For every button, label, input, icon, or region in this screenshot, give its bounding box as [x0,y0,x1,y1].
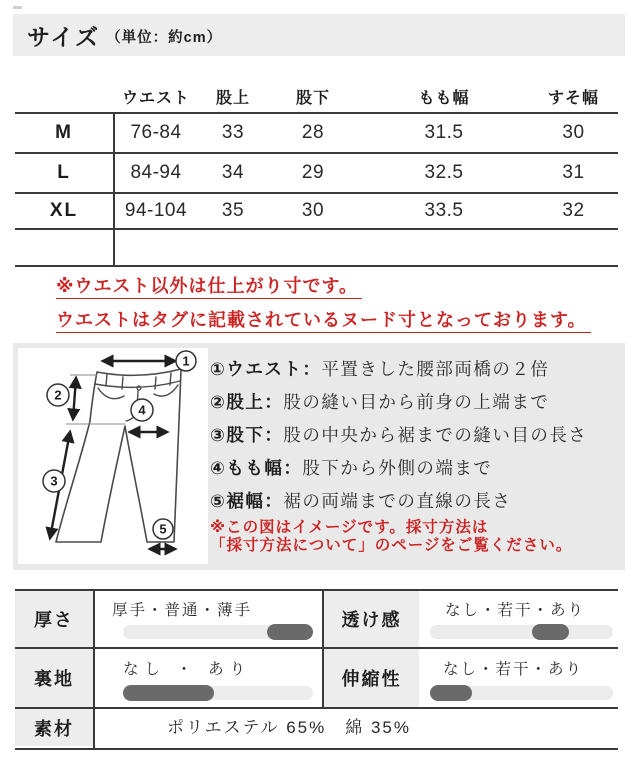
table-vertical-line [113,114,115,265]
measure-item-waist: ①ウエスト：平置きした腰部両橋の２倍 [210,359,550,379]
disclaimer-line-2: 「採寸方法について」のページをご覧ください。 [210,537,573,554]
header-waist: ウエスト [121,90,190,107]
lining-slider-knob [123,685,214,701]
badge-3-label: 3 [50,473,58,489]
note-line-2: ウエストはタグに記載されているヌード寸となっております。 [56,306,591,332]
diagram-disclaimer [210,519,572,555]
waist-value: 84-94 [130,162,182,183]
sheerness-scale: なし・若干・あり [445,602,586,619]
section-title-unit: （単位：約cm） [106,30,223,46]
waist-value: 94-104 [124,200,188,221]
waist-value: 76-84 [130,122,182,143]
hem-value: 31 [562,162,585,183]
lining-cell [95,649,322,707]
inseam-value: 30 [301,200,325,221]
stretch-label: 伸縮性 [324,649,419,707]
rise-value: 33 [221,122,245,143]
sheerness-slider-track [430,625,613,639]
size-label: XL [49,200,79,221]
material-value: ポリエステル 65% 綿 35% [167,718,411,737]
pants-diagram [18,348,208,564]
thickness-slider-knob [267,624,313,640]
thickness-slider-track [123,625,313,639]
rise-value: 34 [221,162,245,183]
hem-value: 30 [562,122,585,143]
measure-item-thigh: ④もも幅：股下から外側の端まで [210,458,493,478]
measure-definitions [210,353,620,518]
header-size [15,85,113,112]
rise-arrow [73,378,76,419]
size-table [15,85,618,267]
section-title: サイズ [27,23,101,50]
lining-slider-track [123,686,313,700]
stretch-slider-track [430,686,613,700]
belt-loop [122,377,123,389]
thickness-cell [95,591,322,647]
measure-item-hem: ⑤裾幅：裾の両端までの直線の長さ [210,491,512,511]
measure-item-inseam: ③股下：股の中央から裾までの縫い目の長さ [210,425,588,445]
size-label: M [55,122,73,143]
table-row-xl [15,194,618,228]
badge-5-label: 5 [159,521,167,537]
header-rise: 股上 [215,90,250,107]
thickness-label: 厚さ [15,591,93,647]
header-thigh: もも幅 [418,90,470,107]
stretch-cell [419,649,618,707]
belt-loop [170,373,171,385]
header-hem: すそ幅 [547,90,599,107]
spec-table [15,589,618,750]
spec-line [15,748,618,750]
scan-artifact-line [13,6,22,9]
sheerness-slider-knob [532,624,569,640]
thigh-value: 31.5 [424,122,464,143]
badge-1-label: 1 [182,353,190,369]
note-line-1: ※ウエスト以外は仕上がり寸です。 [56,272,591,298]
table-row-m [15,114,618,152]
material-label: 素材 [15,709,93,746]
lining-label: 裏地 [15,649,93,707]
table-row-empty [15,230,618,265]
measure-item-rise: ②股上：股の縫い目から前身の上端まで [210,392,550,412]
size-section-header [13,14,625,56]
header-inseam: 股下 [295,90,330,107]
size-table-header-row [15,85,618,112]
badge-2-label: 2 [54,387,62,403]
rise-value: 35 [221,200,245,221]
disclaimer-line-1: ※この図はイメージです。採寸方法は [210,519,489,536]
sheerness-cell [419,591,618,647]
lining-scale: なし ・ あり [123,661,252,678]
thigh-value: 32.5 [424,162,464,183]
table-line [15,265,618,267]
hem-value: 32 [562,200,585,221]
stretch-slider-knob [430,685,472,701]
size-notes [56,272,591,340]
thickness-scale: 厚手・普通・薄手 [112,602,253,619]
belt-loop [155,377,156,389]
pants-diagram-svg [18,348,208,564]
sheerness-label: 透け感 [324,591,419,647]
inseam-value: 29 [301,162,325,183]
stretch-scale: なし・若干・あり [443,661,584,678]
size-label: L [57,162,71,183]
belt-loop [106,374,107,386]
thigh-value: 33.5 [424,200,464,221]
badge-4-label: 4 [138,402,146,418]
table-row-l [15,154,618,192]
inseam-value: 28 [301,122,325,143]
measuring-guide-section [13,343,625,570]
